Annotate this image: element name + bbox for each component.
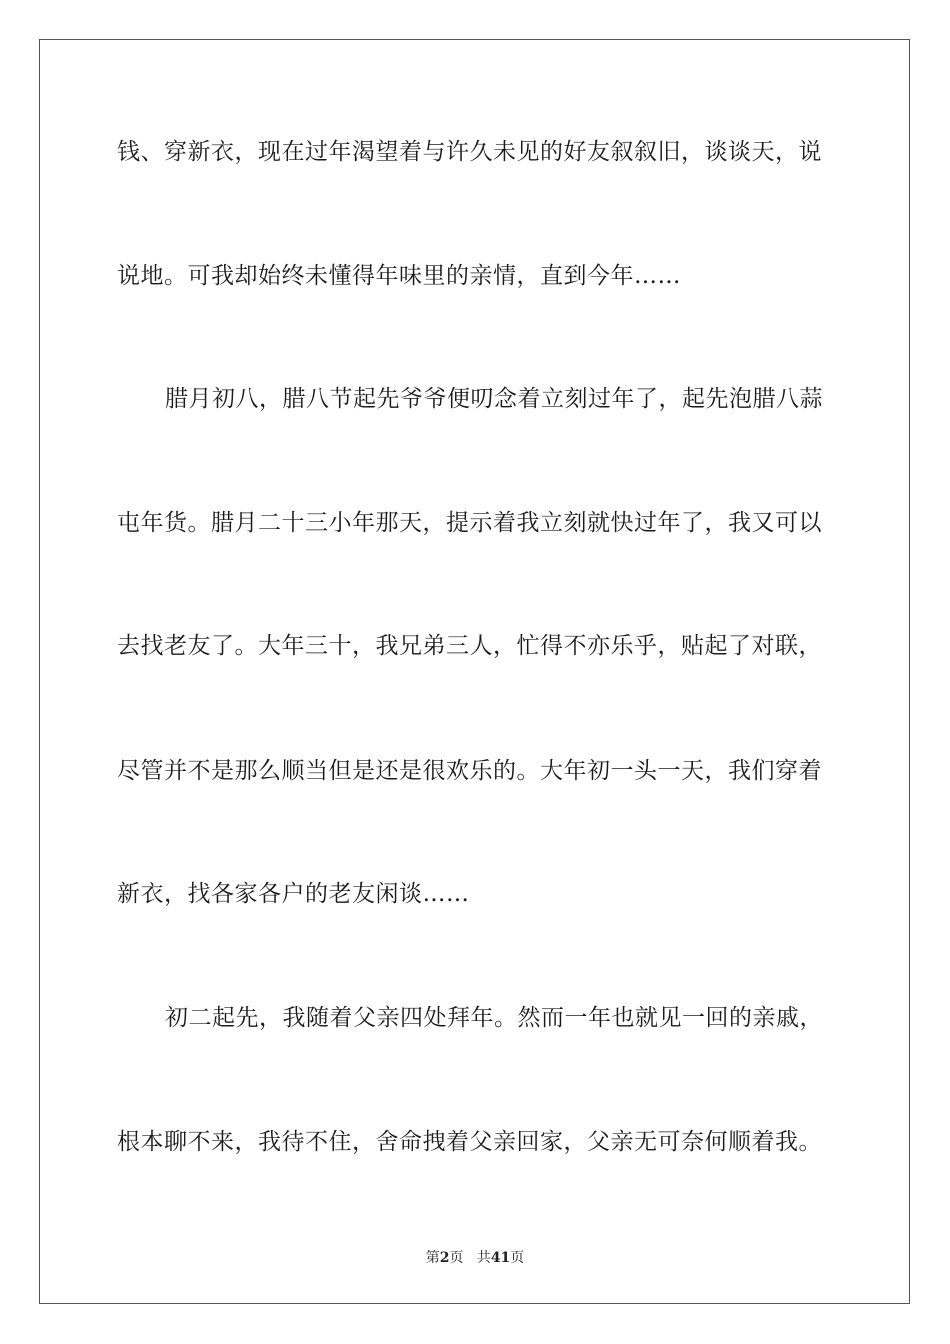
page-suffix: 页 [449, 1250, 464, 1266]
total-pages: 41 [490, 1250, 511, 1266]
text-line-6: 尽管并不是那么顺当但是还是很欢乐的。大年初一头一天，我们穿着 [117, 758, 822, 784]
text-line-4: 屯年货。腊月二十三小年那天，提示着我立刻就快过年了，我又可以 [117, 510, 822, 536]
text-line-2: 说地。可我却始终未懂得年味里的亲情，直到今年…… [117, 263, 681, 289]
text-line-5: 去找老友了。大年三十，我兄弟三人，忙得不亦乐乎，贴起了对联， [117, 633, 822, 659]
page-prefix: 第 [425, 1250, 440, 1266]
text-line-7: 新衣，找各家各户的老友闲谈…… [117, 881, 470, 907]
text-line-1: 钱、穿新衣，现在过年渴望着与许久未见的好友叙叙旧，谈谈天，说 [117, 139, 822, 165]
text-line-8: 初二起先，我随着父亲四处拜年。然而一年也就见一回的亲戚， [165, 1005, 823, 1031]
total-suffix: 页 [510, 1250, 525, 1266]
page-footer [0, 1247, 950, 1267]
total-prefix: 共 [476, 1250, 491, 1266]
text-line-3: 腊月初八，腊八节起先爷爷便叨念着立刻过年了，起先泡腊八蒜 [165, 386, 823, 412]
text-line-9: 根本聊不来，我待不住，舍命拽着父亲回家，父亲无可奈何顺着我。 [117, 1129, 822, 1155]
page-number: 2 [439, 1250, 450, 1266]
page-frame [39, 39, 910, 1304]
